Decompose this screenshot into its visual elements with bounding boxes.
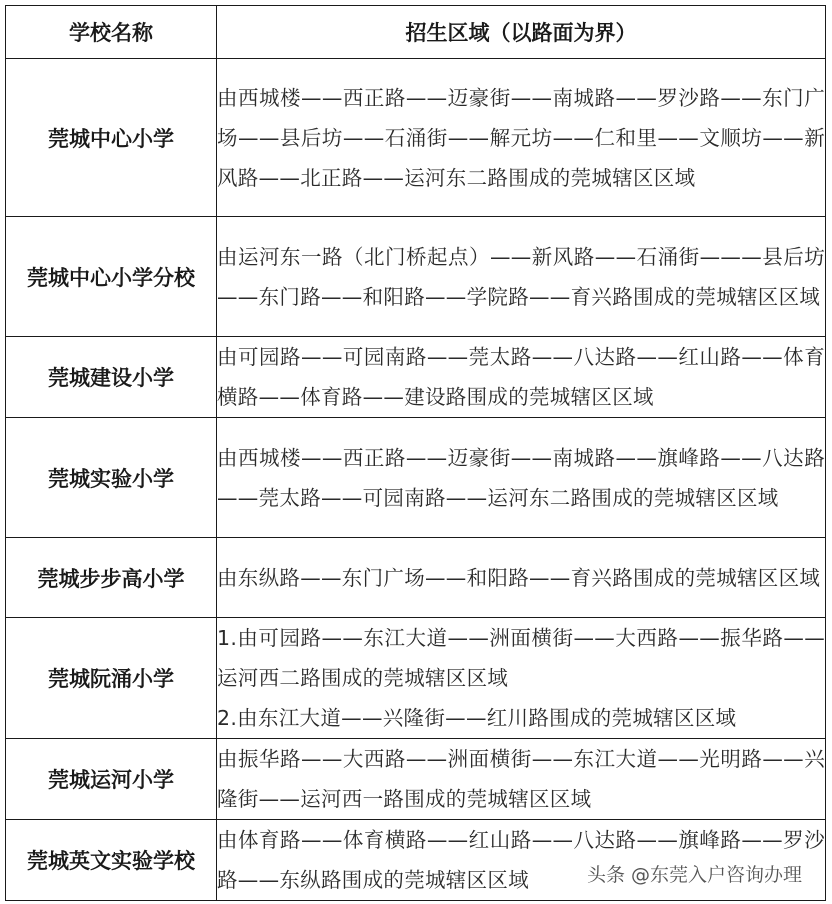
- area-description: 1.由可园路——东江大道——洲面横街——大西路——振华路——运河西二路围成的莞城辖区区域: [217, 626, 825, 690]
- school-name-cell: 莞城英文实验学校: [6, 820, 217, 901]
- enrollment-area-cell: [217, 337, 826, 418]
- enrollment-zone-table: [5, 5, 826, 901]
- table-row: [6, 217, 826, 337]
- area-description: 由可园路——可园南路——莞太路——八达路——红山路——体育横路——体育路——建设路围成的莞城辖区区域: [217, 345, 825, 409]
- table-row: [6, 618, 826, 739]
- enrollment-area-cell: [217, 418, 826, 538]
- school-name-cell: 莞城中心小学: [6, 59, 217, 217]
- area-description: 由西城楼——西正路——迈豪街——南城路——旗峰路——八达路——莞太路——可园南路——运河东二路围成的莞城辖区区域: [217, 445, 825, 510]
- area-description: 由运河东一路（北门桥起点）——新风路——石涌街———县后坊——东门路——和阳路——学院路——育兴路围成的莞城辖区区域: [217, 244, 825, 309]
- school-name-cell: 莞城运河小学: [6, 739, 217, 820]
- area-description: 由西城楼——西正路——迈豪街——南城路——罗沙路——东门广场——县后坊——石涌街——解元坊——仁和里——文顺坊——新风路——北正路——运河东二路围成的莞城辖区区域: [217, 85, 825, 190]
- table-row: [6, 538, 826, 618]
- table-row: [6, 739, 826, 820]
- area-description: 2.由东江大道——兴隆街——红川路围成的莞城辖区区域: [217, 706, 737, 730]
- column-header-enrollment-area: 招生区域（以路面为界）: [217, 6, 826, 59]
- school-name-cell: 莞城中心小学分校: [6, 217, 217, 337]
- enrollment-area-cell: [217, 217, 826, 337]
- school-name-cell: 莞城步步高小学: [6, 538, 217, 618]
- enrollment-area-cell: [217, 739, 826, 820]
- enrollment-area-cell: [217, 618, 826, 739]
- school-name-cell: 莞城建设小学: [6, 337, 217, 418]
- table-header-row: [6, 6, 826, 59]
- table-row: [6, 337, 826, 418]
- table-row: [6, 418, 826, 538]
- enrollment-area-cell: [217, 538, 826, 618]
- area-description: 由体育路——体育横路——红山路——八达路——旗峰路——罗沙路——东纵路围成的莞城辖区区域: [217, 828, 825, 892]
- table-body: [6, 59, 826, 901]
- area-description: 由振华路——大西路——洲面横街——东江大道——光明路——兴隆街——运河西一路围成的莞城辖区区域: [217, 747, 825, 811]
- table-row: [6, 59, 826, 217]
- area-description: 由东纵路——东门广场——和阳路——育兴路围成的莞城辖区区域: [217, 565, 821, 590]
- school-name-cell: 莞城实验小学: [6, 418, 217, 538]
- enrollment-area-cell: [217, 59, 826, 217]
- watermark-text: 头条 @东莞入户咨询办理: [583, 860, 806, 887]
- column-header-school-name: 学校名称: [6, 6, 217, 59]
- school-name-cell: 莞城阮涌小学: [6, 618, 217, 739]
